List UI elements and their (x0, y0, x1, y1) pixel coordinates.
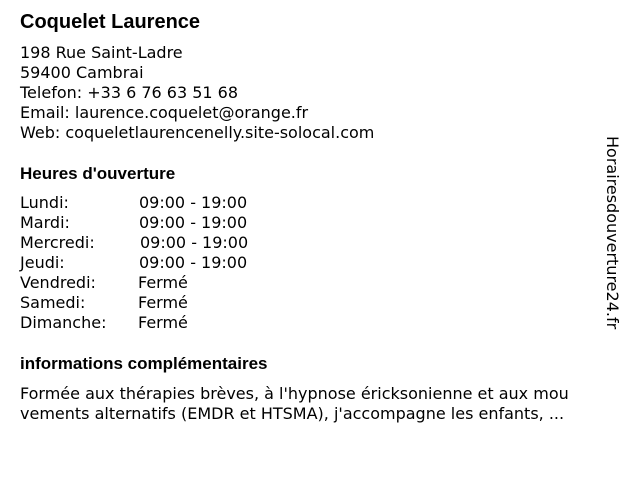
day-hours: Fermé (138, 293, 188, 312)
day-label: Vendredi: (20, 273, 96, 292)
hours-row-friday (20, 273, 320, 293)
contact-block (20, 43, 374, 143)
address-city: 59400 Cambrai (20, 63, 144, 82)
day-label: Dimanche: (20, 313, 107, 332)
hours-row-saturday (20, 293, 320, 313)
day-hours: 09:00 - 19:00 (139, 213, 248, 232)
hours-row-tuesday (20, 213, 320, 233)
hours-row-thursday (20, 253, 320, 273)
day-label: Mercredi: (20, 233, 95, 252)
website-line: Web: coqueletlaurencenelly.site-solocal.com (20, 123, 375, 142)
day-hours: 09:00 - 19:00 (139, 253, 248, 272)
day-hours: 09:00 - 19:00 (140, 233, 249, 252)
day-hours: Fermé (138, 273, 188, 292)
description-line: vements alternatifs (EMDR et HTSMA), j'accompagne les enfants, ... (20, 404, 565, 423)
hours-row-wednesday (20, 233, 320, 253)
description-line: Formée aux thérapies brèves, à l'hypnose éricksonienne et aux mou (20, 384, 569, 403)
day-label: Lundi: (20, 193, 69, 212)
opening-hours-table (20, 193, 320, 333)
day-label: Samedi: (20, 293, 86, 312)
hours-row-monday (20, 193, 320, 213)
phone-line: Telefon: +33 6 76 63 51 68 (20, 83, 239, 102)
additional-info-text (20, 384, 620, 424)
day-hours: 09:00 - 19:00 (139, 193, 248, 212)
day-hours: Fermé (138, 313, 188, 332)
email-line: Email: laurence.coquelet@orange.fr (20, 103, 309, 122)
day-label: Mardi: (20, 213, 70, 232)
additional-info-heading: informations complémentaires (20, 354, 268, 373)
address-street: 198 Rue Saint-Ladre (20, 43, 183, 62)
hours-row-sunday (20, 313, 320, 333)
opening-hours-heading: Heures d'ouverture (20, 164, 176, 183)
day-label: Jeudi: (20, 253, 65, 272)
site-watermark: Horairesdouverture24.fr (603, 136, 622, 330)
business-name: Coquelet Laurence (20, 11, 201, 33)
